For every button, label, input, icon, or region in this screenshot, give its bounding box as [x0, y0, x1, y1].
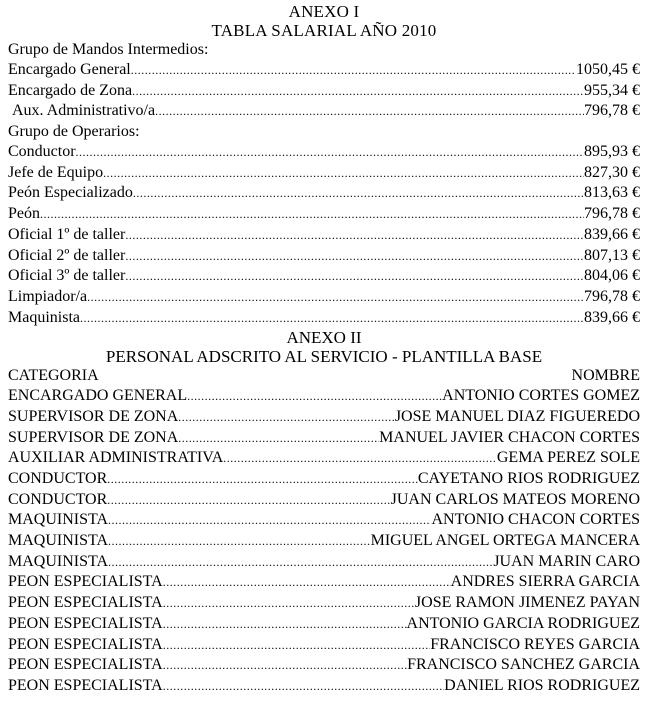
staff-name: JOSE RAMON JIMENEZ PAYAN — [414, 594, 640, 612]
dot-leader — [178, 407, 395, 428]
dot-leader — [163, 572, 451, 593]
salary-category: Maquinista — [8, 308, 80, 326]
dot-leader — [132, 81, 584, 102]
staff-category: PEON ESPECIALISTA — [8, 594, 163, 612]
salary-row — [8, 266, 640, 287]
salary-amount: 839,66 € — [584, 225, 640, 243]
salary-category: Jefe de Equipo — [8, 163, 104, 181]
staff-category: SUPERVISOR DE ZONA — [8, 407, 179, 425]
salary-category: Encargado de Zona — [8, 81, 133, 99]
staff-name: CAYETANO RIOS RODRIGUEZ — [417, 470, 640, 487]
staff-row — [8, 386, 640, 407]
staff-row — [8, 531, 640, 552]
salary-category: Oficial 2º de taller — [8, 246, 126, 264]
salary-amount: 1050,45 € — [576, 61, 640, 78]
staff-row — [8, 655, 640, 676]
salary-amount: 955,34 € — [584, 81, 640, 99]
salary-row — [8, 101, 640, 122]
anexo1-heading: ANEXO I — [288, 2, 360, 21]
dot-leader — [76, 142, 584, 163]
dot-leader — [87, 287, 584, 308]
salary-category: Oficial 3º de taller — [8, 267, 126, 285]
staff-row — [8, 428, 640, 449]
dot-leader — [163, 593, 415, 614]
salary-amount: 807,13 € — [584, 246, 640, 264]
salary-row — [8, 246, 640, 267]
staff-name: DANIEL RIOS RODRIGUEZ — [444, 676, 640, 694]
group-operarios: Grupo de Operarios: — [8, 123, 140, 141]
staff-category: CONDUCTOR — [8, 490, 108, 508]
salary-category: Limpiador/a — [8, 287, 88, 305]
salary-amount: 813,63 € — [584, 184, 640, 202]
salary-category: Peón — [8, 205, 40, 223]
dot-leader — [223, 448, 497, 469]
staff-name: JOSE MANUEL DIAZ FIGUEREDO — [394, 407, 640, 425]
salary-row — [8, 142, 640, 163]
salary-amount: 804,06 € — [584, 267, 640, 285]
dot-leader — [163, 676, 444, 697]
staff-name: FRANCISCO SANCHEZ GARCIA — [407, 656, 640, 674]
staff-row — [8, 614, 640, 635]
staff-row — [8, 552, 640, 573]
group-mandos-intermedios: Grupo de Mandos Intermedios: — [8, 41, 209, 58]
staff-category: MAQUINISTA — [8, 552, 109, 570]
dot-leader — [163, 635, 430, 656]
staff-category: PEON ESPECIALISTA — [8, 656, 163, 674]
salary-row — [8, 60, 640, 81]
anexo2-heading: ANEXO II — [286, 328, 362, 348]
staff-category: MAQUINISTA — [8, 532, 109, 550]
dot-leader — [178, 428, 379, 449]
staff-category: SUPERVISOR DE ZONA — [8, 428, 179, 446]
salary-amount: 796,78 € — [584, 287, 640, 305]
dot-leader — [107, 469, 418, 490]
staff-table-header — [8, 366, 640, 386]
salary-category: Peón Especializado — [8, 184, 133, 202]
salary-amount: 796,78 € — [584, 102, 640, 120]
staff-row — [8, 510, 640, 531]
staff-name: GEMA PEREZ SOLE — [496, 449, 640, 467]
staff-name: ANTONIO GARCIA RODRIGUEZ — [406, 614, 640, 632]
dot-leader — [125, 246, 584, 267]
staff-category: MAQUINISTA — [8, 511, 109, 529]
dot-leader — [108, 510, 431, 531]
anexo1-subheading: TABLA SALARIAL AÑO 2010 — [211, 21, 437, 40]
dot-leader — [163, 655, 407, 676]
col-categoria-header: CATEGORIA — [8, 367, 99, 385]
dot-leader — [155, 101, 584, 122]
staff-name: ANTONIO CHACON CORTES — [431, 511, 640, 529]
dot-leader — [40, 204, 584, 225]
salary-row — [8, 81, 640, 102]
salary-category: Oficial 1º de taller — [8, 225, 126, 243]
staff-name: ANTONIO CORTES GOMEZ — [442, 387, 640, 405]
dot-leader — [163, 614, 407, 635]
dot-leader — [103, 163, 584, 184]
dot-leader — [125, 266, 584, 287]
staff-category: ENCARGADO GENERAL — [8, 387, 188, 405]
staff-name: ANDRES SIERRA GARCIA — [450, 573, 640, 591]
staff-row — [8, 407, 640, 428]
salary-row — [8, 204, 640, 225]
salary-amount: 839,66 € — [584, 308, 640, 326]
dot-leader — [108, 531, 371, 552]
staff-name: MIGUEL ANGEL ORTEGA MANCERA — [370, 532, 640, 550]
anexo2-subheading: PERSONAL ADSCRITO AL SERVICIO - PLANTILLA BASE — [105, 347, 543, 367]
salary-row — [8, 308, 640, 329]
dot-leader — [131, 60, 576, 81]
staff-name: MANUEL JAVIER CHACON CORTES — [379, 428, 640, 446]
staff-name: JUAN MARIN CARO — [493, 552, 640, 570]
staff-row — [8, 593, 640, 614]
salary-category: Aux. Administrativo/a — [12, 102, 156, 120]
salary-category: Conductor — [8, 143, 76, 161]
salary-row — [8, 287, 640, 308]
salary-amount: 895,93 € — [584, 143, 640, 161]
staff-row — [8, 469, 640, 490]
staff-row — [8, 572, 640, 593]
salary-amount: 796,78 € — [584, 205, 640, 223]
staff-row — [8, 676, 640, 697]
dot-leader — [108, 552, 493, 573]
salary-category: Encargado General — [8, 61, 131, 78]
dot-leader — [107, 490, 390, 511]
staff-name: JUAN CARLOS MATEOS MORENO — [390, 490, 640, 508]
staff-category: PEON ESPECIALISTA — [8, 676, 163, 694]
document-page — [0, 2, 648, 719]
salary-row — [8, 183, 640, 204]
staff-category: AUXILIAR ADMINISTRATIVA — [8, 449, 224, 467]
staff-category: PEON ESPECIALISTA — [8, 573, 163, 591]
staff-name: FRANCISCO REYES GARCIA — [430, 635, 640, 653]
dot-leader — [80, 308, 584, 329]
salary-amount: 827,30 € — [584, 163, 640, 181]
col-nombre-header: NOMBRE — [571, 367, 640, 385]
staff-category: PEON ESPECIALISTA — [8, 614, 163, 632]
salary-row — [8, 163, 640, 184]
staff-row — [8, 448, 640, 469]
salary-row — [8, 225, 640, 246]
dot-leader — [187, 386, 442, 407]
staff-row — [8, 490, 640, 511]
dot-leader — [125, 225, 584, 246]
staff-category: CONDUCTOR — [8, 470, 108, 487]
staff-row — [8, 635, 640, 656]
dot-leader — [133, 183, 584, 204]
staff-category: PEON ESPECIALISTA — [8, 635, 163, 653]
